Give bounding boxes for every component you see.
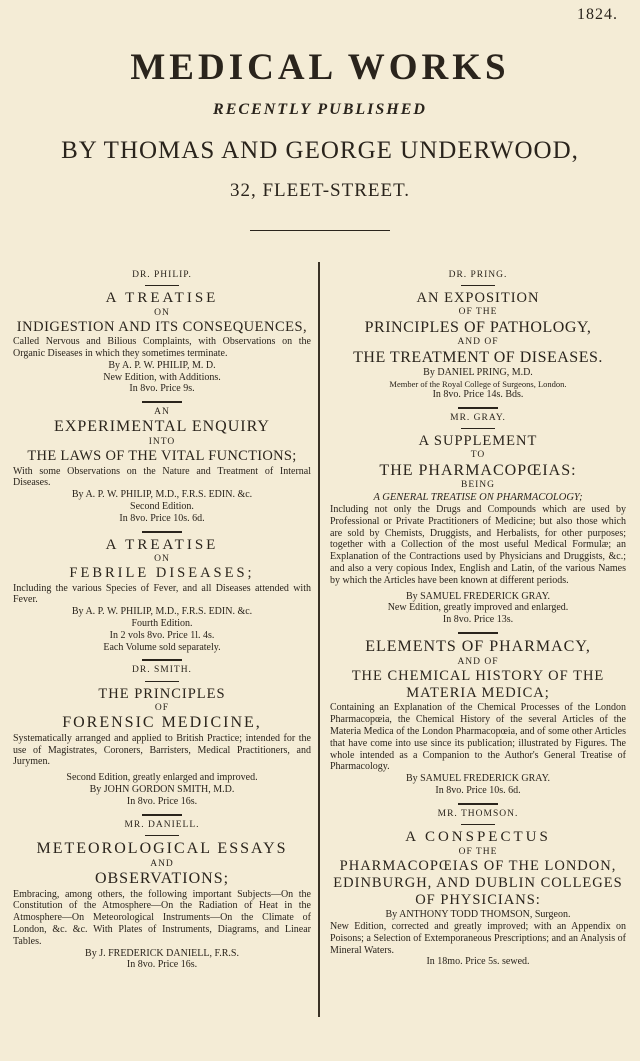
book-description: Systematically arranged and applied to British Practice; intended for the use of Magistrates, Coroners, Barristers, Medical Practitioners, and Jurymen.	[13, 732, 311, 768]
author-heading: MR. GRAY.	[450, 413, 506, 424]
book-author: By J. FREDERICK DANIELL, F.R.S.	[85, 947, 239, 959]
author-heading: DR. SMITH.	[132, 665, 192, 676]
book-title: A TREATISE	[105, 290, 219, 307]
book-title: OF	[154, 702, 170, 713]
book-entry	[330, 413, 626, 626]
book-entry	[330, 809, 626, 968]
book-title: INTO	[148, 437, 176, 448]
publisher: BY THOMAS AND GEORGE UNDERWOOD,	[61, 137, 579, 164]
book-title: AND	[150, 858, 174, 869]
book-title: EXPERIMENTAL ENQUIRY	[54, 418, 270, 436]
rule	[145, 835, 179, 836]
book-title: AND OF	[457, 656, 499, 667]
book-title: PRINCIPLES OF PATHOLOGY,	[364, 318, 592, 336]
book-title: A TREATISE	[105, 536, 219, 553]
book-edition: Fourth Edition.	[131, 617, 193, 629]
address: 32, FLEET-STREET.	[229, 180, 411, 201]
book-author: By SAMUEL FREDERICK GRAY.	[405, 590, 551, 602]
book-entry	[330, 638, 626, 797]
book-entry	[330, 270, 626, 401]
book-price: In 8vo. Price 9s.	[129, 383, 195, 395]
book-price: In 2 vols 8vo. Price 1l. 4s.	[109, 629, 215, 641]
header-rule	[250, 230, 390, 231]
year: 1824.	[577, 6, 618, 23]
book-price: In 8vo. Price 14s. Bds.	[432, 389, 524, 401]
book-title: FEBRILE DISEASES;	[69, 565, 255, 582]
book-author: By SAMUEL FREDERICK GRAY.	[405, 773, 551, 785]
book-description: Containing an Explanation of the Chemical Processes of the London Pharmacopœia, the Chemical History of the several Articles of the Materia Medica of the London Pharmacopœia, and of some other Articles that have come into use since its publication; illustrated by Figures. The whole intended as a Companion to the Author's General Treatise of Pharmacology.	[330, 702, 626, 773]
book-title: OF THE	[458, 307, 498, 318]
book-price: In 8vo. Price 16s.	[126, 959, 198, 971]
rule	[461, 428, 495, 429]
book-description: Including not only the Drugs and Compounds which are used by Professional or Private Practitioners of Medicine; but also those which are sold by Chemists, Druggists, and Herbalists, for other purposes; together with a Collection of the most useful Medical Formulæ; an Explanation of the Contractions used by Physicians and Druggists, &c.; and also a very copious Index, English and Latin, of the various Names by which the Articles have been known at different periods.	[330, 504, 626, 586]
book-price: In 18mo. Price 5s. sewed.	[426, 956, 530, 968]
book-title: AND OF	[457, 337, 499, 348]
rule	[461, 824, 495, 825]
book-price: In 8vo. Price 13s.	[442, 614, 514, 626]
book-description: With some Observations on the Nature and Treatment of Internal Diseases.	[13, 465, 311, 489]
author-heading: DR. PRING.	[448, 270, 508, 280]
book-title: A GENERAL TREATISE ON PHARMACOLOGY;	[373, 491, 583, 503]
rule	[458, 803, 498, 805]
book-edition: Second Edition, greatly enlarged and improved.	[66, 772, 258, 784]
book-title: TO	[470, 450, 486, 461]
book-title: PHARMACOPŒIAS OF THE LONDON,	[339, 857, 617, 874]
book-title: AN	[154, 407, 170, 418]
book-edition: New Edition, with Additions.	[103, 371, 221, 383]
author-heading: MR. THOMSON.	[437, 808, 519, 819]
rule	[145, 681, 179, 682]
rule	[142, 814, 182, 816]
book-title: EDINBURGH, AND DUBLIN COLLEGES	[333, 874, 623, 891]
rule	[458, 407, 498, 409]
book-entry	[13, 270, 311, 395]
book-description: Embracing, among others, the following important Subjects—On the Constitution of the Atmosphere—On the Radiation of Heat in the Atmosphere—On Meteorological Instruments—On the Climate of London, &c. &c. With Plates of Instruments, Diagrams, and Linear Tables.	[13, 888, 311, 947]
rule	[145, 285, 179, 286]
book-note: Each Volume sold separately.	[103, 641, 221, 653]
book-price: In 8vo. Price 10s. 6d.	[119, 512, 205, 524]
book-title: OF PHYSICIANS:	[415, 892, 541, 908]
right-column	[330, 270, 626, 968]
book-title: FORENSIC MEDICINE,	[62, 713, 262, 731]
rule	[461, 285, 495, 286]
subtitle: RECENTLY PUBLISHED	[213, 101, 427, 118]
book-price: In 8vo. Price 10s. 6d.	[435, 784, 521, 796]
rule	[142, 531, 182, 533]
book-author: By A. P. W. PHILIP, M.D., F.R.S. EDIN. &c.	[71, 606, 253, 618]
book-author: By JOHN GORDON SMITH, M.D.	[89, 783, 235, 795]
left-column	[13, 270, 311, 971]
rule	[142, 659, 182, 661]
page-title: MEDICAL WORKS	[130, 47, 510, 88]
author-heading: DR. PHILIP.	[132, 270, 192, 280]
book-price: In 8vo. Price 16s.	[126, 795, 198, 807]
author-heading: MR. DANIELL.	[124, 819, 200, 830]
book-entry	[13, 820, 311, 972]
book-title: A SUPPLEMENT	[418, 433, 538, 450]
book-entry	[13, 407, 311, 524]
book-author: By A. P. W. PHILIP, M. D.	[108, 359, 216, 371]
book-title: OF THE	[458, 846, 498, 857]
book-entry	[13, 537, 311, 654]
book-title: BEING	[460, 480, 496, 491]
book-description: Including the various Species of Fever, and all Diseases attended with Fever.	[13, 582, 311, 606]
book-title: AN EXPOSITION	[416, 290, 540, 307]
book-title: MATERIA MEDICA;	[406, 685, 550, 702]
book-title: THE TREATMENT OF DISEASES.	[353, 348, 603, 366]
book-author: By A. P. W. PHILIP, M.D., F.R.S. EDIN. &c.	[71, 489, 253, 501]
book-title: OBSERVATIONS;	[94, 869, 230, 887]
book-description: New Edition, corrected and greatly improved; with an Appendix on Poisons; a Selection of Extemporaneous Prescriptions; and an Analysis of Mineral Waters.	[330, 920, 626, 956]
book-title: THE LAWS OF THE VITAL FUNCTIONS;	[27, 448, 297, 465]
rule	[142, 401, 182, 403]
rule	[458, 632, 498, 634]
column-divider	[318, 262, 320, 1017]
book-title: ELEMENTS OF PHARMACY,	[365, 638, 591, 656]
book-author: By ANTHONY TODD THOMSON, Surgeon.	[385, 909, 571, 921]
book-entry	[13, 665, 311, 807]
book-author: By DANIEL PRING, M.D.	[423, 367, 533, 379]
book-title: THE CHEMICAL HISTORY OF THE	[351, 668, 605, 685]
book-title: METEOROLOGICAL ESSAYS	[36, 839, 288, 857]
book-title: THE PHARMACOPŒIAS:	[379, 461, 577, 479]
book-edition: Second Edition.	[130, 500, 194, 512]
book-edition: New Edition, greatly improved and enlarged.	[387, 602, 569, 614]
book-description: Called Nervous and Bilious Complaints, with Observations on the Organic Diseases in which they sometimes terminate.	[13, 336, 311, 359]
book-title: ON	[154, 554, 170, 565]
book-title: THE PRINCIPLES	[98, 685, 226, 702]
book-title: ON	[154, 307, 170, 318]
book-title: INDIGESTION AND ITS CONSEQUENCES,	[16, 319, 308, 336]
book-title: A CONSPECTUS	[405, 828, 551, 845]
book-author-credential: Member of the Royal College of Surgeons, London.	[389, 379, 567, 390]
